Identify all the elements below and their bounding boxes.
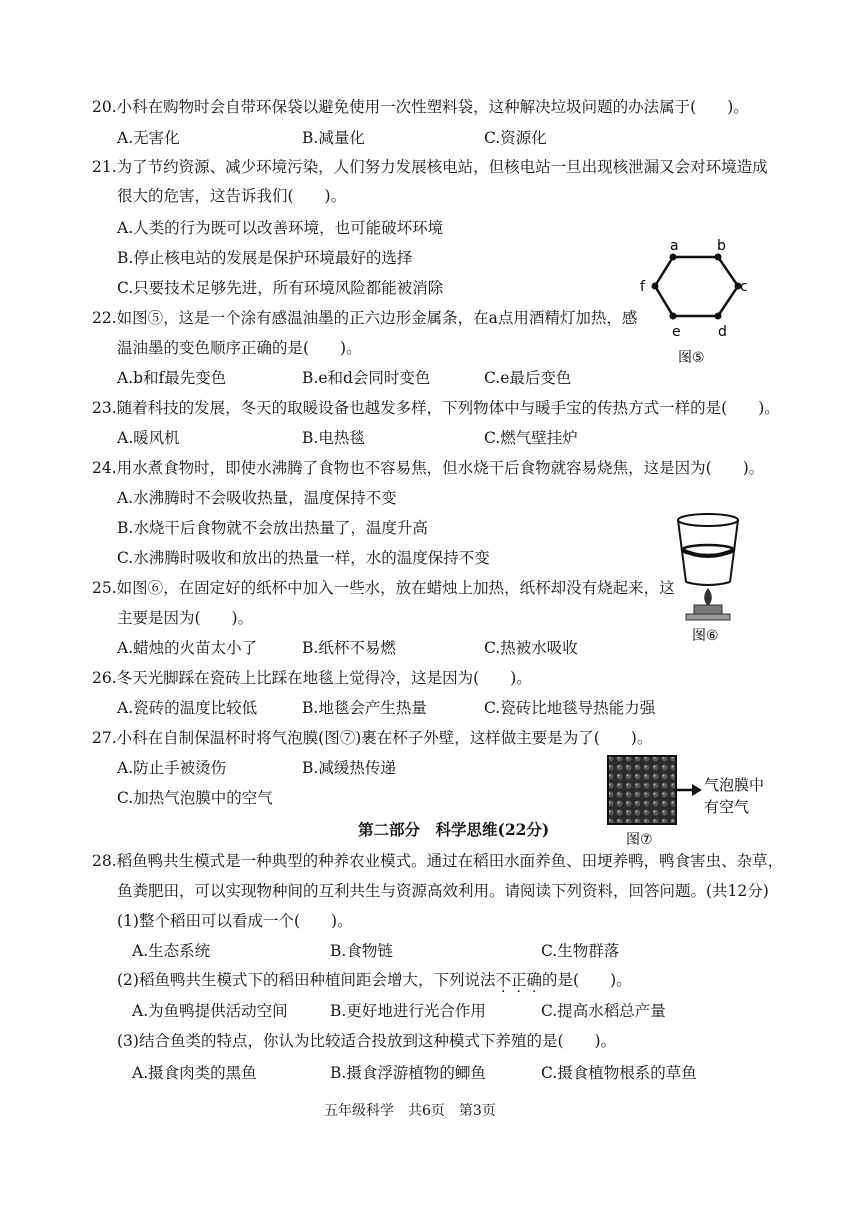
q26-stem: 26.冬天光脚踩在瓷砖上比踩在地毯上觉得冷，这是因为( )。 xyxy=(92,669,532,687)
q25-stem-line1: 25.如图⑥，在固定好的纸杯中加入一些水，放在蜡烛上加热，纸杯却没有烧起来，这 xyxy=(92,579,675,597)
q28-stem-line2: 鱼粪肥田，可以实现物种间的互利共生与资源高效利用。请阅读下列资料，回答问题。(共12分) xyxy=(117,882,769,900)
q23-option-b: B.电热毯 xyxy=(302,429,365,447)
q27-stem: 27.小科在自制保温杯时将气泡膜(图⑦)裹在杯子外壁，这样做主要是为了( )。 xyxy=(92,729,653,747)
q28-stem-line1: 28.稻鱼鸭共生模式是一种典型的种养农业模式。通过在稻田水面养鱼、田埂养鸭，鸭食害虫、杂草， xyxy=(92,852,784,870)
section-2-title: 第二部分 科学思维(22分) xyxy=(358,820,550,839)
q21-stem-line2: 很大的危害，这告诉我们( )。 xyxy=(117,187,347,205)
q21-option-b: B.停止核电站的发展是保护环境最好的选择 xyxy=(117,249,413,267)
fig6-caption: 图⑥ xyxy=(692,628,719,644)
fig5-label-b: b xyxy=(717,238,726,254)
q28-sub2-option-a: A.为鱼鸭提供活动空间 xyxy=(132,1002,288,1020)
emphasis-dot-char: 正 xyxy=(510,971,527,989)
q27-option-b: B.减缓热传递 xyxy=(302,759,396,777)
q28-sub3-option-c: C.摄食植物根系的草鱼 xyxy=(541,1064,697,1082)
q22-stem-line1: 22.如图⑤，这是一个涂有感温油墨的正六边形金属条，在a点用酒精灯加热，感 xyxy=(92,309,638,327)
q20-option-c: C.资源化 xyxy=(484,129,547,147)
q22-option-b: B.e和d会同时变色 xyxy=(302,369,431,387)
emphasis-dot-char: 不 xyxy=(495,971,511,989)
q28-sub1-option-a: A.生态系统 xyxy=(132,942,211,960)
q21-stem-line1: 21.为了节约资源、减少环境污染，人们努力发展核电站，但核电站一旦出现核泄漏又会对环境造成 xyxy=(92,158,768,176)
q28-sub2-stem-pre: (2)稻鱼鸭共生模式下的稻田种植间距会增大，下列说法 xyxy=(117,971,496,989)
figure-6-cup-candle-diagram xyxy=(668,510,758,646)
figure-7-bubble-wrap-diagram xyxy=(606,754,790,850)
page-footer: 五年级科学 共6页 第3页 xyxy=(324,1103,496,1119)
q22-stem-line2: 温油墨的变色顺序正确的是( )。 xyxy=(117,339,362,357)
q20-option-b: B.减量化 xyxy=(302,129,365,147)
q28-sub3-option-b: B.摄食浮游植物的鲫鱼 xyxy=(330,1064,486,1082)
q23-option-c: C.燃气壁挂炉 xyxy=(484,429,578,447)
fig7-note-line2: 有空气 xyxy=(704,798,750,816)
q26-option-b: B.地毯会产生热量 xyxy=(302,699,427,717)
fig5-label-e: e xyxy=(672,324,681,340)
fig5-label-d: d xyxy=(718,324,727,340)
q28-sub1-option-c: C.生物群落 xyxy=(541,942,620,960)
q21-option-a: A.人类的行为既可以改善环境，也可能破坏环境 xyxy=(117,219,444,237)
fig7-note-line1: 气泡膜中 xyxy=(704,776,765,794)
q25-option-b: B.纸杯不易燃 xyxy=(302,639,396,657)
q24-stem: 24.用水煮食物时，即使水沸腾了食物也不容易焦，但水烧干后食物就容易烧焦，这是因为( )。 xyxy=(92,459,765,477)
q28-sub3-option-a: A.摄食肉类的黑鱼 xyxy=(132,1064,257,1082)
fig5-label-a: a xyxy=(670,238,679,254)
q23-option-a: A.暖风机 xyxy=(117,429,180,447)
fig5-label-f: f xyxy=(640,279,645,295)
q28-sub1-stem: (1)整个稻田可以看成一个( )。 xyxy=(117,912,353,930)
q28-sub2-stem-post: 的是( )。 xyxy=(542,971,632,989)
q27-option-c: C.加热气泡膜中的空气 xyxy=(117,789,273,807)
q25-option-a: A.蜡烛的火苗太小了 xyxy=(117,639,258,657)
q23-stem: 23.随着科技的发展，冬天的取暖设备也越发多样，下列物体中与暖手宝的传热方式一样的是( )。 xyxy=(92,399,780,417)
fig5-caption: 图⑤ xyxy=(678,350,705,366)
q24-option-c: C.水沸腾时吸收和放出的热量一样，水的温度保持不变 xyxy=(117,549,490,567)
q24-option-a: A.水沸腾时不会吸收热量，温度保持不变 xyxy=(117,489,397,507)
figure-5-hexagon-diagram xyxy=(640,236,760,368)
fig7-caption: 图⑦ xyxy=(626,832,653,848)
q26-option-a: A.瓷砖的温度比较低 xyxy=(117,699,258,717)
q28-sub3-stem: (3)结合鱼类的特点，你认为比较适合投放到这种模式下养殖的是( )。 xyxy=(117,1032,617,1050)
q20-option-a: A.无害化 xyxy=(117,129,180,147)
q28-sub2-stem xyxy=(117,970,632,990)
q22-option-a: A.b和f最先变色 xyxy=(117,369,227,387)
q20-stem: 20.小科在购物时会自带环保袋以避免使用一次性塑料袋，这种解决垃圾问题的办法属于( )。 xyxy=(92,98,749,116)
emphasis-dot-char: 确 xyxy=(526,971,543,989)
q26-option-c: C.瓷砖比地毯导热能力强 xyxy=(484,699,656,717)
fig5-label-c: c xyxy=(740,279,748,295)
q22-option-c: C.e最后变色 xyxy=(484,369,572,387)
q25-stem-line2: 主要是因为( )。 xyxy=(117,609,254,627)
q24-option-b: B.水烧干后食物就不会放出热量了，温度升高 xyxy=(117,519,428,537)
q25-option-c: C.热被水吸收 xyxy=(484,639,578,657)
q28-sub2-option-b: B.更好地进行光合作用 xyxy=(330,1002,486,1020)
q27-option-a: A.防止手被烫伤 xyxy=(117,759,227,777)
q21-option-c: C.只要技术足够先进，所有环境风险都能被消除 xyxy=(117,279,444,297)
q28-sub1-option-b: B.食物链 xyxy=(330,942,393,960)
q28-sub2-option-c: C.提高水稻总产量 xyxy=(541,1002,666,1020)
